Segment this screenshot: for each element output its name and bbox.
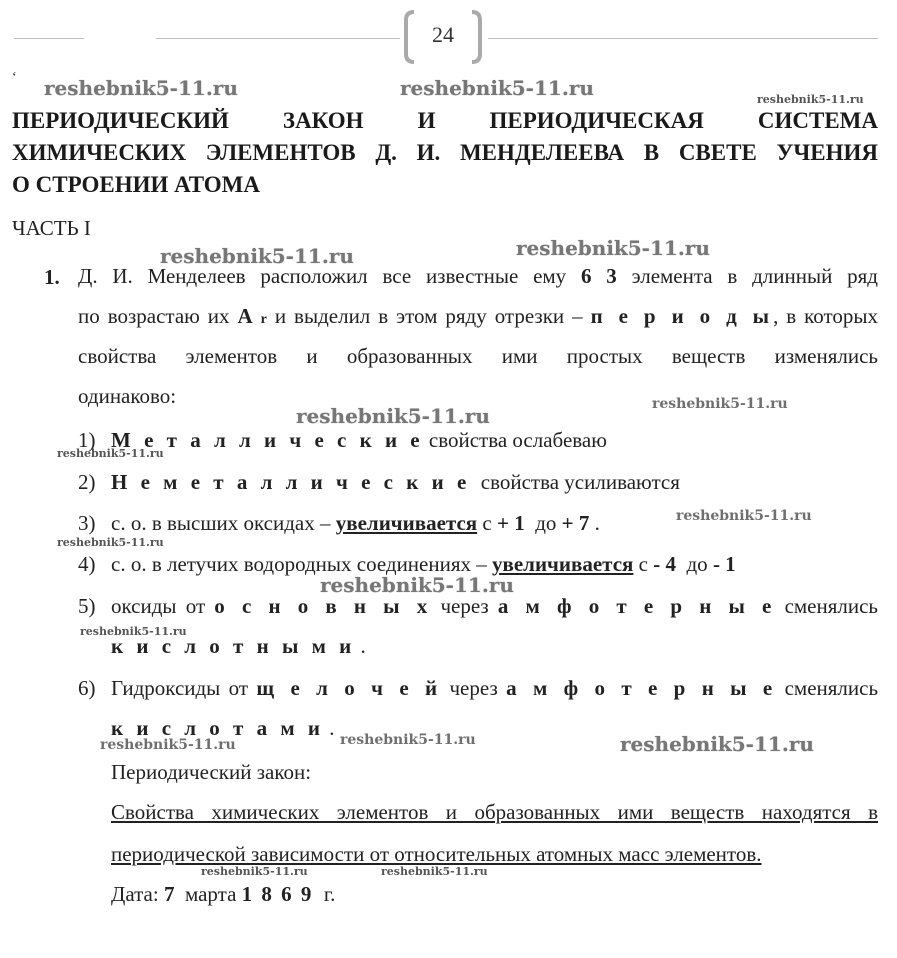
watermark: reshebnik5-11.ru: [320, 573, 514, 597]
text: сменялись: [784, 594, 879, 618]
watermark: reshebnik5-11.ru: [381, 865, 488, 878]
text: Гидроксиды: [111, 676, 221, 700]
task-line-4: одинаково:: [78, 384, 177, 408]
header-rule-left: [14, 38, 84, 39]
task-line-2: [78, 296, 878, 340]
watermark: reshebnik5-11.ru: [57, 447, 164, 460]
item-5-line-1: [111, 586, 878, 626]
text: до: [686, 552, 708, 576]
watermark: reshebnik5-11.ru: [44, 76, 238, 100]
title-line: О СТРОЕНИИ АТОМА: [12, 172, 260, 197]
date-month: марта: [184, 882, 237, 906]
text: .: [360, 634, 366, 658]
answer-count: 6 3: [580, 264, 617, 288]
text: через: [440, 594, 489, 618]
text: до: [535, 511, 557, 535]
task-number: 1.: [44, 265, 60, 289]
text: г.: [323, 882, 336, 906]
text: от: [228, 676, 249, 700]
item-number: 2): [78, 470, 96, 494]
watermark: reshebnik5-11.ru: [400, 76, 594, 100]
page-number: 24: [432, 22, 454, 47]
task-line-3: свойства элементов и образованных ими простых веществ изменялись: [78, 344, 878, 368]
task-line-1: [78, 256, 878, 296]
text: Д. И. Менделеев расположил все известные ему: [78, 264, 567, 288]
watermark: reshebnik5-11.ru: [676, 508, 812, 524]
watermark: reshebnik5-11.ru: [296, 404, 490, 428]
item-5-line-2: [111, 626, 366, 666]
answer-nonmetallic: Н е м е т а л л и ч е с к и е: [111, 470, 471, 494]
answer-metallic: М е т а л л и ч е с к и е: [111, 428, 424, 452]
header-rule-right: [488, 38, 878, 39]
answer-amphoteric: а м ф о т е р н ы е: [506, 676, 777, 700]
section-title: [12, 105, 878, 201]
item-number: 1): [78, 428, 96, 452]
answer-ar: [238, 304, 267, 328]
watermark: reshebnik5-11.ru: [652, 396, 788, 412]
title-line: ПЕРИОДИЧЕСКИЙ ЗАКОН И ПЕРИОДИЧЕСКАЯ СИСТЕМА: [12, 108, 878, 133]
watermark: reshebnik5-11.ru: [160, 244, 354, 268]
answer-basic: о с н о в н ы х: [214, 594, 432, 618]
title-line: ХИМИЧЕСКИХ ЭЛЕМЕНТОВ Д. И. МЕНДЕЛЕЕВА В СВЕТЕ УЧЕНИЯ: [12, 140, 878, 165]
answer-to: - 1: [712, 552, 736, 576]
answer-acidic: к и с л о т н ы м и: [111, 634, 356, 658]
watermark: reshebnik5-11.ru: [201, 865, 308, 878]
answer-from: + 1: [496, 511, 525, 535]
answer-increases: увеличивается: [492, 552, 634, 576]
ar-sub: r: [260, 312, 267, 327]
item-6-line-2: [111, 708, 335, 748]
part-label: ЧАСТЬ I: [12, 216, 91, 240]
watermark: reshebnik5-11.ru: [100, 737, 236, 753]
text: от: [185, 594, 206, 618]
text: и выделил в этом ряду отрезки –: [274, 304, 583, 328]
answer-alkalis: щ е л о ч е й: [256, 676, 442, 700]
text: с: [638, 552, 648, 576]
watermark: reshebnik5-11.ru: [57, 536, 164, 549]
law-line-2: периодической зависимости от относительных атомных масс элементов.: [111, 842, 762, 866]
answer-increases: увеличивается: [335, 511, 478, 535]
watermark: reshebnik5-11.ru: [516, 236, 710, 260]
text: элемента в длинный ряд: [631, 264, 878, 288]
answer-periods: п е р и о д ы: [590, 304, 774, 328]
answer-from: - 4: [653, 552, 676, 576]
text: свойства усиливаются: [480, 470, 680, 494]
text: по возрастаю их: [78, 304, 230, 328]
text: с: [482, 511, 492, 535]
header-rule-left-2: [156, 38, 400, 39]
item-2: [111, 462, 680, 502]
answer-to: + 7: [561, 511, 590, 535]
answer-day: 7: [163, 882, 175, 906]
text: через: [449, 676, 498, 700]
page-number-frame: [404, 10, 482, 64]
watermark: reshebnik5-11.ru: [620, 732, 814, 756]
item-number: 6): [78, 676, 96, 700]
item-1: [111, 420, 607, 460]
answer-acids: к и с л о т а м и: [111, 716, 325, 740]
text: свойства ослабеваю: [428, 428, 607, 452]
item-3: [111, 503, 600, 543]
stray-mark: ‘: [12, 70, 17, 85]
ar-main: А: [237, 304, 253, 328]
text: с. о. в высших оксидах –: [111, 511, 331, 535]
date-line: [111, 874, 878, 914]
text: оксиды: [111, 594, 177, 618]
watermark: reshebnik5-11.ru: [340, 732, 476, 748]
answer-amphoteric: а м ф о т е р н ы е: [497, 594, 776, 618]
item-6-line-1: [111, 668, 878, 708]
text: с. о. в летучих водородных соединениях –: [111, 552, 487, 576]
text: .: [594, 511, 600, 535]
text: , в которых: [773, 304, 879, 328]
item-number: 4): [78, 552, 96, 576]
item-4: [111, 544, 736, 584]
text: .: [329, 716, 335, 740]
date-label: Дата:: [111, 882, 159, 906]
answer-year: 1 8 6 9: [241, 882, 314, 906]
law-line-1: Свойства химических элементов и образованных ими веществ находятся в: [111, 800, 878, 824]
law-label: Периодический закон:: [111, 760, 312, 784]
item-number: 5): [78, 594, 96, 618]
watermark: reshebnik5-11.ru: [757, 93, 864, 106]
text: сменялись: [784, 676, 879, 700]
item-number: 3): [78, 511, 96, 535]
watermark: reshebnik5-11.ru: [80, 625, 187, 638]
